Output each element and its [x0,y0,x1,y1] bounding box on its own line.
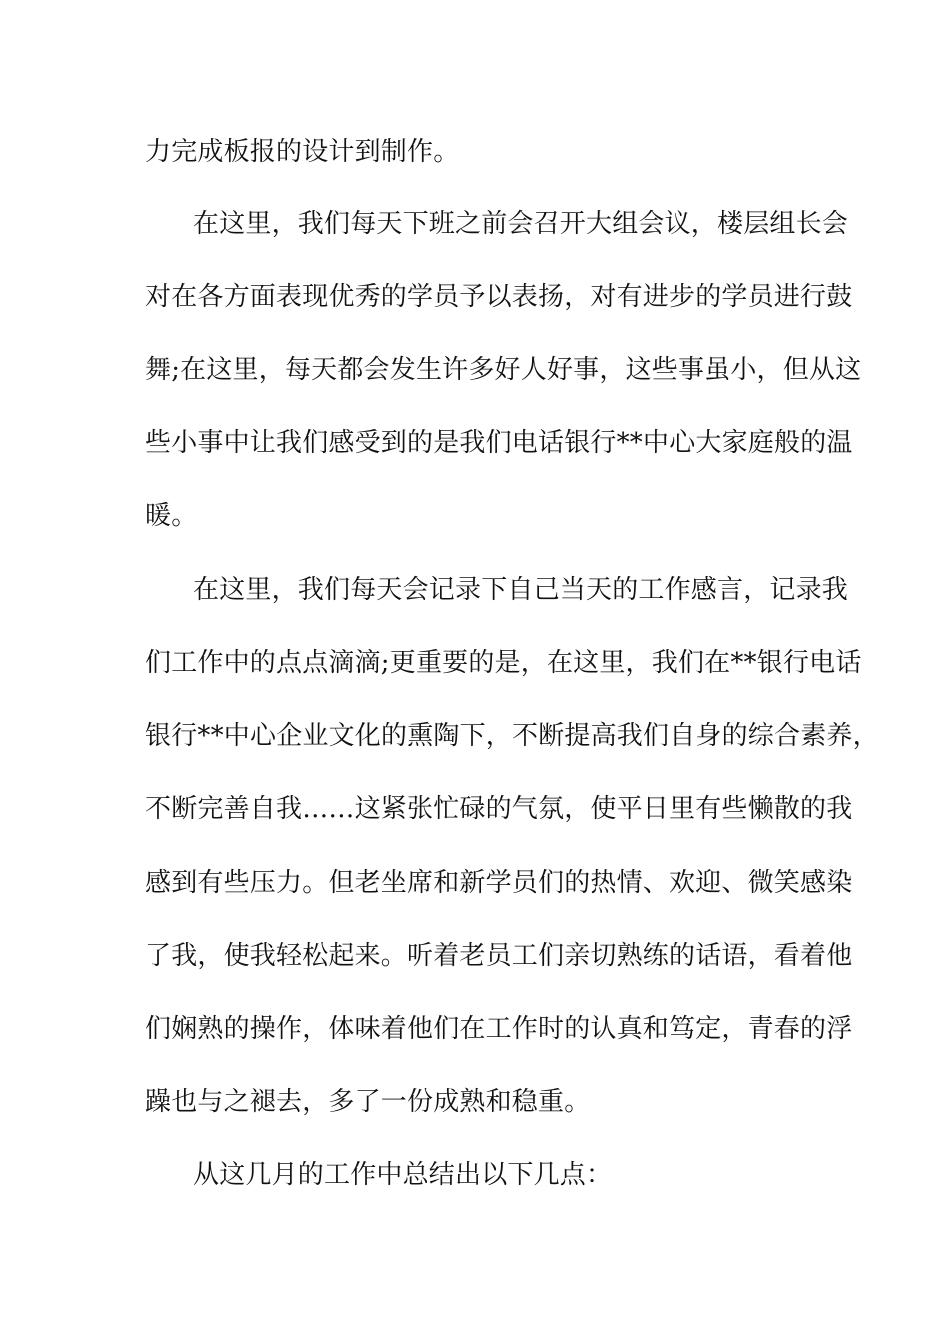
text-line: 暖。 [145,501,198,531]
text-line: 舞;在这里，每天都会发生许多好人好事，这些事虽小，但从这 [145,355,862,385]
text-line: 躁也与之褪去，多了一份成熟和稳重。 [145,1087,591,1117]
text-line: 们娴熟的操作，体味着他们在工作时的认真和笃定，青春的浮 [145,1014,853,1044]
text-line: 银行**中心企业文化的熏陶下，不断提高我们自身的综合素养， [145,721,879,751]
text-line: 力完成板报的设计到制作。 [145,137,460,167]
text-line: 们工作中的点点滴滴;更重要的是，在这里，我们在**银行电话 [145,648,862,678]
text-line: 感到有些压力。但老坐席和新学员们的热情、欢迎、微笑感染 [145,868,853,898]
text-line: 对在各方面表现优秀的学员予以表扬，对有进步的学员进行鼓 [145,282,853,312]
text-line: 不断完善自我……这紧张忙碌的气氛，使平日里有些懒散的我 [145,794,853,824]
paragraph-first-line: 在这里，我们每天会记录下自己当天的工作感言，记录我 [193,575,849,605]
text-line: 了我，使我轻松起来。听着老员工们亲切熟练的话语，看着他 [145,941,853,971]
paragraph-first-line: 在这里，我们每天下班之前会召开大组会议，楼层组长会 [193,209,849,239]
text-line: 些小事中让我们感受到的是我们电话银行**中心大家庭般的温 [145,428,853,458]
paragraph-first-line: 从这几月的工作中总结出以下几点： [193,1160,613,1190]
